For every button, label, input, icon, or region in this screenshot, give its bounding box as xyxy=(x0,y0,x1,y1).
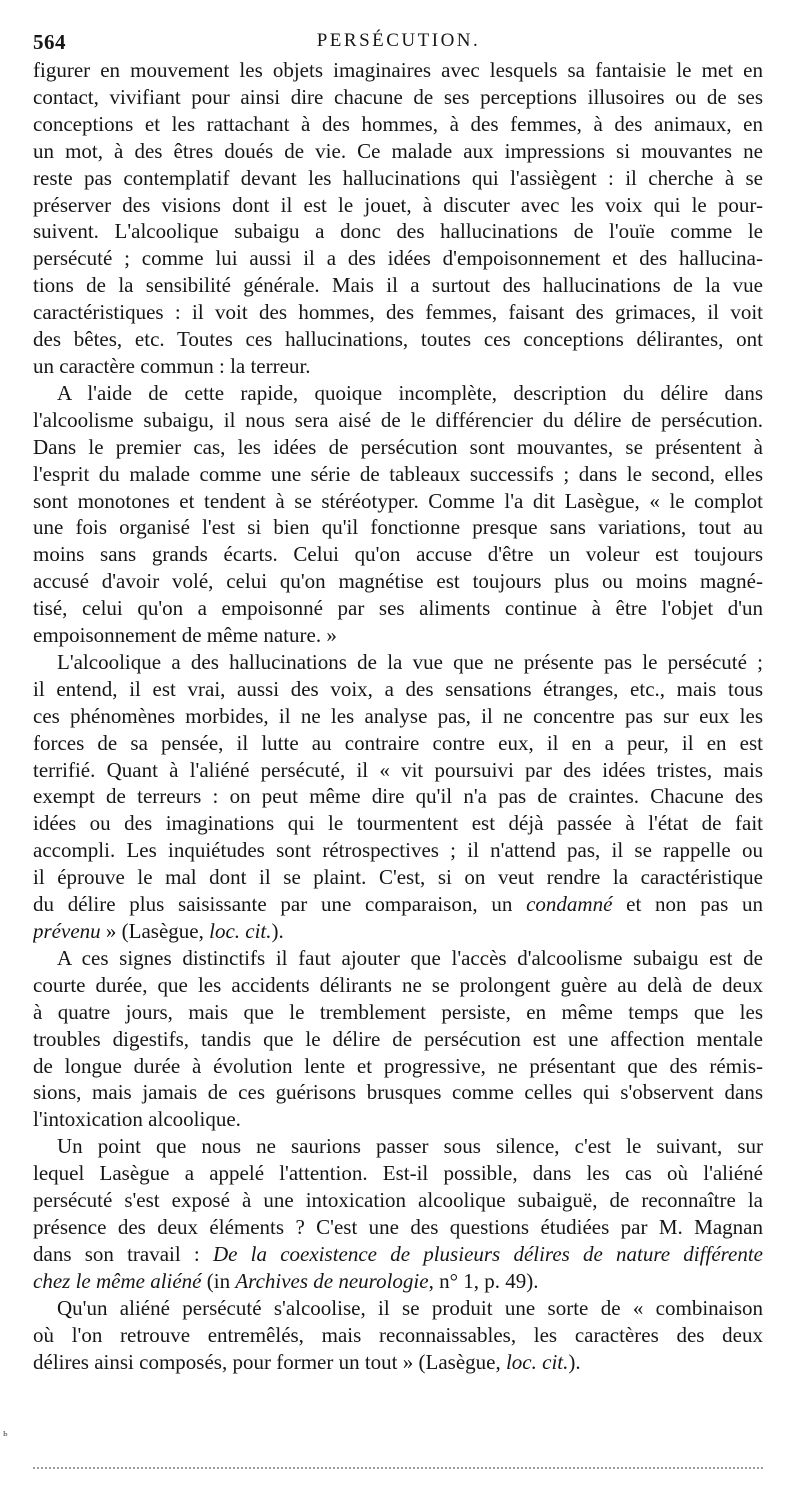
text-line: tions de la sensibilité générale. Mais il a surtout des hallucinations de la vue xyxy=(33,273,763,298)
text-line: des bêtes, etc. Toutes ces hallucinations, toutes ces conceptions délirantes, ont xyxy=(33,327,763,352)
page-header xyxy=(33,30,764,60)
text-line: caractéristiques : il voit des hommes, des femmes, faisant des grimaces, il voit xyxy=(33,300,763,325)
text-fragment: et non pas un xyxy=(626,892,763,917)
running-title: PERSÉCUTION. xyxy=(316,30,481,51)
text-line: l'intoxication alcoolique. xyxy=(33,1107,241,1132)
text-line: l'alcoolisme subaigu, il nous sera aisé de le différencier du délire de persécution. xyxy=(33,407,763,432)
text-line: ces phénomènes morbides, il ne les analyse pas, il ne concentre pas sur eux les xyxy=(33,703,763,728)
text-line: préserver des visions dont il est le jouet, à discuter avec les voix qui le pour- xyxy=(33,192,763,217)
text-line: conceptions et les rattachant à des hommes, à des femmes, à des animaux, en xyxy=(33,111,763,136)
text-fragment: ). xyxy=(271,919,284,943)
italic-term: condamné xyxy=(526,892,613,917)
text-line: présence des deux éléments ? C'est une des questions étudiées par M. Magnan xyxy=(33,1214,763,1239)
text-fragment: délires ainsi composés, pour former un tout » (Lasègue, xyxy=(33,1349,501,1374)
text-line: de longue durée à évolution lente et progressive, ne présentant que des rémis- xyxy=(33,1053,763,1078)
text-line: sions, mais jamais de ces guérisons brusques comme celles qui s'observent dans xyxy=(33,1080,763,1105)
text-line: tisé, celui qu'on a empoisonné par ses aliments continue à être l'objet d'un xyxy=(33,596,763,621)
text-line: moins sans grands écarts. Celui qu'on accuse d'être un voleur est toujours xyxy=(33,542,763,567)
text-line: une fois organisé l'est si bien qu'il fonctionne presque sans variations, tout au xyxy=(33,515,763,540)
italic-term: prévenu xyxy=(33,919,101,943)
text-line: un caractère commun : la terreur. xyxy=(33,353,311,378)
text-line: l'esprit du malade comme une série de tableaux successifs ; dans le second, elles xyxy=(33,461,763,486)
text-line: accusé d'avoir volé, celui qu'on magnétise est toujours plus ou moins magné- xyxy=(33,569,763,594)
text-line: sont monotones et tendent à se stéréotyper. Comme l'a dit Lasègue, « le complot xyxy=(33,488,763,513)
text-line: à quatre jours, mais que le tremblement persiste, en même temps que les xyxy=(33,999,763,1024)
body-text xyxy=(33,57,763,1375)
text-line: exempt de terreurs : on peut même dire qu'il n'a pas de craintes. Chacune des xyxy=(33,784,763,809)
text-line: persécuté s'est exposé à une intoxication alcoolique subaiguë, de reconnaître la xyxy=(33,1188,763,1213)
text-line: A l'aide de cette rapide, quoique incomplète, description du délire dans xyxy=(57,380,763,405)
text-line: il éprouve le mal dont il se plaint. C'est, si on veut rendre la caractéristique xyxy=(33,865,763,890)
text-line: Un point que nous ne saurions passer sous silence, c'est le suivant, sur xyxy=(57,1134,763,1159)
text-fragment: dans son travail : xyxy=(33,1241,200,1266)
text-fragment: » (Lasègue, xyxy=(105,919,204,943)
text-line: persécuté ; comme lui aussi il a des idées d'empoisonnement et des hallucina- xyxy=(33,246,763,271)
text-line: où l'on retrouve entremêlés, mais reconnaissables, les caractères des deux xyxy=(33,1322,763,1347)
text-line: courte durée, que les accidents délirants ne se prolongent guère au delà de deux xyxy=(33,972,763,997)
italic-title: chez le même aliéné xyxy=(33,1268,202,1293)
text-line xyxy=(33,1349,763,1376)
text-line: contact, vivifiant pour ainsi dire chacune de ses perceptions illusoires ou de ses xyxy=(33,84,763,109)
text-fragment: ). xyxy=(568,1349,581,1374)
text-line: un mot, à des êtres doués de vie. Ce malade aux impressions si mouvantes ne xyxy=(33,138,763,163)
text-line: reste pas contemplatif devant les hallucinations qui l'assiègent : il cherche à se xyxy=(33,165,763,190)
citation-loc-cit: loc. cit. xyxy=(505,1349,569,1374)
text-fragment: , n° 1, p. 49). xyxy=(428,1268,539,1293)
text-line: terrifié. Quant à l'aliéné persécuté, il « vit poursuivi par des idées tristes, mais xyxy=(33,757,763,782)
text-line: lequel Lasègue a appelé l'attention. Est-il possible, dans les cas où l'aliéné xyxy=(33,1161,763,1186)
text-line: idées ou des imaginations qui le tourmentent est déjà passée à l'état de fait xyxy=(33,811,763,836)
text-line: suivent. L'alcoolique subaigu a donc des hallucinations de l'ouïe comme le xyxy=(33,219,763,244)
text-line: empoisonnement de même nature. » xyxy=(33,623,337,648)
text-line: forces de sa pensée, il lutte au contraire contre eux, il en a peur, il en est xyxy=(33,730,763,755)
footer-dotted-rule xyxy=(33,1467,763,1472)
text-fragment: (in xyxy=(206,1268,231,1293)
text-line: il entend, il est vrai, aussi des voix, a des sensations étranges, etc., mais tous xyxy=(33,676,763,701)
page-number: 564 xyxy=(33,30,66,54)
text-line: figurer en mouvement les objets imaginaires avec lesquels sa fantaisie le met en xyxy=(33,58,763,82)
text-line xyxy=(33,918,763,945)
text-line xyxy=(33,1268,763,1295)
text-line: A ces signes distinctifs il faut ajouter que l'accès d'alcoolisme subaigu est de xyxy=(57,945,763,970)
citation-loc-cit: loc. cit. xyxy=(209,919,272,943)
text-line: troubles digestifs, tandis que le délire de persécution est une affection mentale xyxy=(33,1026,763,1051)
journal-title: Archives de neurologie xyxy=(235,1268,429,1293)
text-line: L'alcoolique a des hallucinations de la vue que ne présente pas le persécuté ; xyxy=(57,649,763,674)
text-line xyxy=(33,891,763,918)
text-fragment: du délire plus saisissante par une comparaison, un xyxy=(33,892,513,917)
text-line: accompli. Les inquiétudes sont rétrospectives ; il n'attend pas, il se rappelle ou xyxy=(33,838,763,863)
margin-mark: ь xyxy=(3,1428,8,1439)
italic-title: De la coexistence de plusieurs délires de nature différente xyxy=(212,1241,763,1266)
text-line: Qu'un aliéné persécuté s'alcoolise, il se produit une sorte de « combinaison xyxy=(57,1295,763,1320)
text-line xyxy=(33,1241,763,1268)
text-line: Dans le premier cas, les idées de persécution sont mouvantes, se présentent à xyxy=(33,434,763,459)
